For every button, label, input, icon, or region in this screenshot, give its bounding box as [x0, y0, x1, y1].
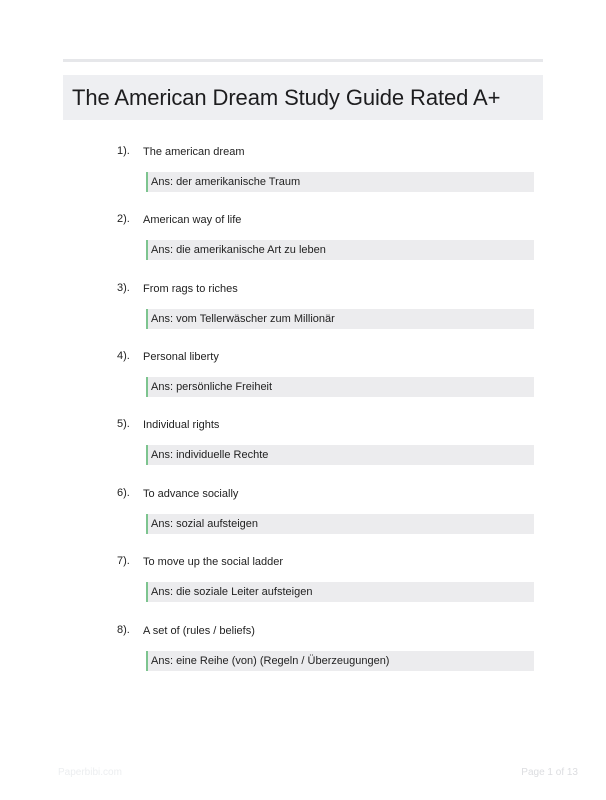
question-text: American way of life: [143, 214, 242, 226]
item-number: 3).: [117, 282, 130, 294]
answer-box: Ans: die amerikanische Art zu leben: [146, 240, 534, 260]
question-text: Personal liberty: [143, 351, 219, 363]
question-text: The american dream: [143, 146, 245, 158]
list-item: [0, 145, 606, 205]
list-item: [0, 350, 606, 410]
answer-box: Ans: vom Tellerwäscher zum Millionär: [146, 309, 534, 329]
item-number: 5).: [117, 418, 130, 430]
answer-box: Ans: persönliche Freiheit: [146, 377, 534, 397]
list-item: [0, 487, 606, 547]
item-number: 2).: [117, 213, 130, 225]
page-number: Page 1 of 13: [521, 767, 578, 778]
question-text: Individual rights: [143, 419, 220, 431]
question-text: To advance socially: [143, 488, 239, 500]
item-number: 8).: [117, 624, 130, 636]
list-item: [0, 282, 606, 342]
item-number: 4).: [117, 350, 130, 362]
answer-box: Ans: die soziale Leiter aufsteigen: [146, 582, 534, 602]
answer-box: Ans: sozial aufsteigen: [146, 514, 534, 534]
watermark-text: Paperbibi.com: [58, 767, 122, 778]
item-number: 6).: [117, 487, 130, 499]
list-item: [0, 418, 606, 478]
top-divider: [63, 59, 543, 62]
list-item: [0, 555, 606, 615]
document-title: The American Dream Study Guide Rated A+: [72, 84, 501, 110]
list-item: [0, 624, 606, 684]
title-banner: [63, 75, 543, 120]
item-number: 1).: [117, 145, 130, 157]
answer-box: Ans: eine Reihe (von) (Regeln / Überzeugungen): [146, 651, 534, 671]
item-number: 7).: [117, 555, 130, 567]
question-text: To move up the social ladder: [143, 556, 284, 568]
question-text: A set of (rules / beliefs): [143, 625, 255, 637]
list-item: [0, 213, 606, 273]
answer-box: Ans: der amerikanische Traum: [146, 172, 534, 192]
question-text: From rags to riches: [143, 283, 238, 295]
answer-box: Ans: individuelle Rechte: [146, 445, 534, 465]
